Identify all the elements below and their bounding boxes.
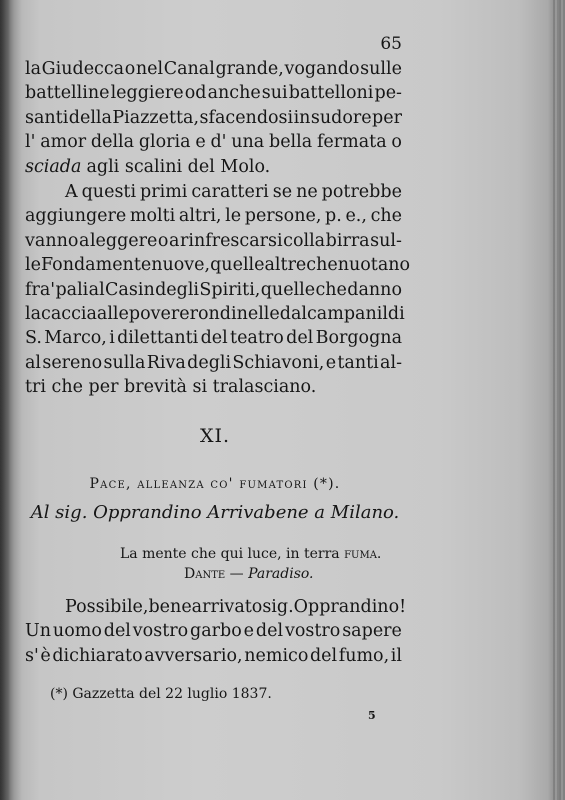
word: del xyxy=(255,621,284,642)
word: del xyxy=(286,328,314,349)
epigraph-quote-last-word: fuma. xyxy=(344,546,382,562)
word: amor xyxy=(40,132,87,153)
word: sulle xyxy=(360,59,402,79)
text-line xyxy=(25,326,402,350)
word: Riva xyxy=(146,352,186,373)
word: che xyxy=(306,255,338,276)
word: bene xyxy=(148,597,192,617)
epigraph-quote-main: La mente che qui luce, in terra xyxy=(120,546,340,562)
word: uomo xyxy=(52,621,102,642)
word: rinfrescarsi xyxy=(180,230,283,251)
word: sulla xyxy=(103,352,146,373)
word: arrivato xyxy=(191,597,263,617)
word: che xyxy=(315,279,347,300)
word: le xyxy=(225,206,242,227)
word: Un xyxy=(25,621,52,642)
word: vostro xyxy=(132,621,189,642)
word: altri, xyxy=(178,206,222,227)
word: vanno xyxy=(25,230,79,251)
word: od xyxy=(184,83,207,104)
word: p. xyxy=(325,206,342,227)
word: della xyxy=(68,107,112,128)
word: di xyxy=(387,304,405,324)
word: molti xyxy=(129,206,176,227)
text-line xyxy=(25,644,402,668)
word: al xyxy=(25,352,42,373)
page-edge-stack xyxy=(553,0,565,800)
text-line xyxy=(25,278,402,302)
word: alle xyxy=(96,304,129,324)
word: bella xyxy=(269,132,313,153)
word: ne xyxy=(296,182,318,202)
word: o xyxy=(391,132,402,153)
page-number: 65 xyxy=(380,34,402,54)
epigraph-source xyxy=(184,566,314,582)
word: il xyxy=(390,645,402,666)
text-line xyxy=(25,253,411,277)
word: s' xyxy=(25,645,39,666)
word: questi xyxy=(81,182,137,202)
word: e xyxy=(243,621,255,642)
word: garbo xyxy=(190,621,242,642)
word: sig. xyxy=(262,597,294,617)
word: sudore xyxy=(310,107,372,128)
word: a xyxy=(78,230,90,251)
word: avversario, xyxy=(144,645,243,666)
word: tanti xyxy=(337,352,379,373)
word: battelline xyxy=(25,83,110,104)
word: vostro xyxy=(284,621,341,642)
word: che xyxy=(370,206,402,227)
word: o xyxy=(157,230,169,251)
word: è xyxy=(40,645,51,666)
word: S. xyxy=(25,328,42,349)
word: fumo, xyxy=(338,645,390,666)
word: primi xyxy=(140,182,188,202)
word: l' xyxy=(25,132,36,153)
word: Giudecca xyxy=(41,59,125,79)
word: aggiungere xyxy=(25,206,127,227)
text-line xyxy=(25,351,402,375)
word: Marco, xyxy=(44,328,107,349)
word: persone, xyxy=(244,206,322,227)
word: leggere xyxy=(89,230,158,251)
word: Piazzetta, xyxy=(112,107,200,128)
word: Fondamente xyxy=(40,255,152,276)
word: sfacendosi xyxy=(199,107,294,128)
word: Schiavoni, xyxy=(232,352,325,373)
text-line xyxy=(25,204,402,228)
word: del xyxy=(103,621,131,642)
word: birra xyxy=(325,230,370,251)
word: Borgogna xyxy=(315,328,402,349)
word: se xyxy=(272,182,293,202)
word: o xyxy=(124,59,136,79)
word: al- xyxy=(380,352,402,373)
text-line xyxy=(25,57,402,81)
text-line xyxy=(25,81,402,105)
word: i xyxy=(109,328,115,349)
word: danno xyxy=(347,279,402,300)
word: degli xyxy=(155,279,200,300)
chapter-dedication: Al sig. Opprandino Arrivabene a Milano. xyxy=(30,502,400,523)
text-line xyxy=(25,229,402,253)
chapter-number: XI. xyxy=(199,425,231,447)
word: sui xyxy=(261,83,288,104)
word: caratteri xyxy=(191,182,269,202)
word: A xyxy=(65,182,78,202)
word: fermata xyxy=(316,132,387,153)
word: leggiere xyxy=(110,83,184,104)
printer-signature-mark: 5 xyxy=(368,709,376,722)
text-line xyxy=(25,302,405,326)
chapter-title: Pace, alleanza co' fumatori (*). xyxy=(89,476,341,492)
word: sapere xyxy=(342,621,402,642)
text-line-last xyxy=(25,155,402,179)
word: del xyxy=(200,328,228,349)
word: sereno xyxy=(42,352,103,373)
word: d' xyxy=(210,132,227,153)
epigraph-author: Dante xyxy=(184,566,226,582)
word: Possibile, xyxy=(65,597,149,617)
word: battelloni xyxy=(288,83,374,104)
word: fra' xyxy=(25,279,56,300)
word: la xyxy=(25,59,42,79)
word: altre xyxy=(264,255,307,276)
word: in xyxy=(293,107,311,128)
word: le xyxy=(25,255,41,276)
word: campanil xyxy=(306,304,388,324)
footnote: (*) Gazzetta del 22 luglio 1837. xyxy=(50,686,272,702)
word: teatro xyxy=(230,328,284,349)
word: dal xyxy=(279,304,307,324)
word: della xyxy=(90,132,135,153)
word: dichiarato xyxy=(52,645,143,666)
word: quelle xyxy=(260,279,316,300)
word: una xyxy=(231,132,265,153)
text-line xyxy=(25,106,402,130)
word: al xyxy=(88,279,105,300)
line-text: tri che per brevità si tralasciano. xyxy=(25,377,317,398)
word: colla xyxy=(283,230,326,251)
word: e., xyxy=(345,206,367,227)
italic-word: sciada xyxy=(25,156,82,177)
word: nel xyxy=(135,59,164,79)
word: del xyxy=(309,645,338,666)
word: Spiriti, xyxy=(199,279,261,300)
word: rondinelle xyxy=(189,304,280,324)
word: sul- xyxy=(370,230,402,251)
word: e xyxy=(325,352,337,373)
epigraph-work: Paradiso. xyxy=(248,566,314,582)
word: a xyxy=(169,230,180,251)
text-line xyxy=(65,180,402,204)
word: quelle xyxy=(210,255,265,276)
word: nuove, xyxy=(151,255,211,276)
word: anche xyxy=(207,83,261,104)
word: gloria xyxy=(138,132,191,153)
word: Canal xyxy=(163,59,215,79)
word: pe- xyxy=(374,83,402,104)
text-line xyxy=(25,619,402,643)
line-text: agli scalini del Molo. xyxy=(86,156,271,177)
text-line xyxy=(65,595,407,619)
word: degli xyxy=(187,352,232,373)
word: vogando xyxy=(284,59,360,79)
word: potrebbe xyxy=(321,182,402,202)
word: santi xyxy=(25,107,69,128)
word: povere xyxy=(128,304,190,324)
binding-gutter-shadow xyxy=(0,0,10,800)
word: per xyxy=(372,107,402,128)
word: pali xyxy=(55,279,89,300)
epigraph-quote xyxy=(120,546,381,562)
word: la xyxy=(25,304,42,324)
word: e xyxy=(195,132,206,153)
word: grande, xyxy=(215,59,284,79)
text-line-last xyxy=(25,375,402,399)
word: dilettanti xyxy=(117,328,199,349)
word: nuotano xyxy=(337,255,411,276)
word: Casin xyxy=(105,279,155,300)
epigraph-dash: — xyxy=(225,566,249,582)
word: nemico xyxy=(244,645,309,666)
word: caccia xyxy=(41,304,97,324)
word: Opprandino! xyxy=(293,597,407,617)
text-line xyxy=(25,130,402,154)
